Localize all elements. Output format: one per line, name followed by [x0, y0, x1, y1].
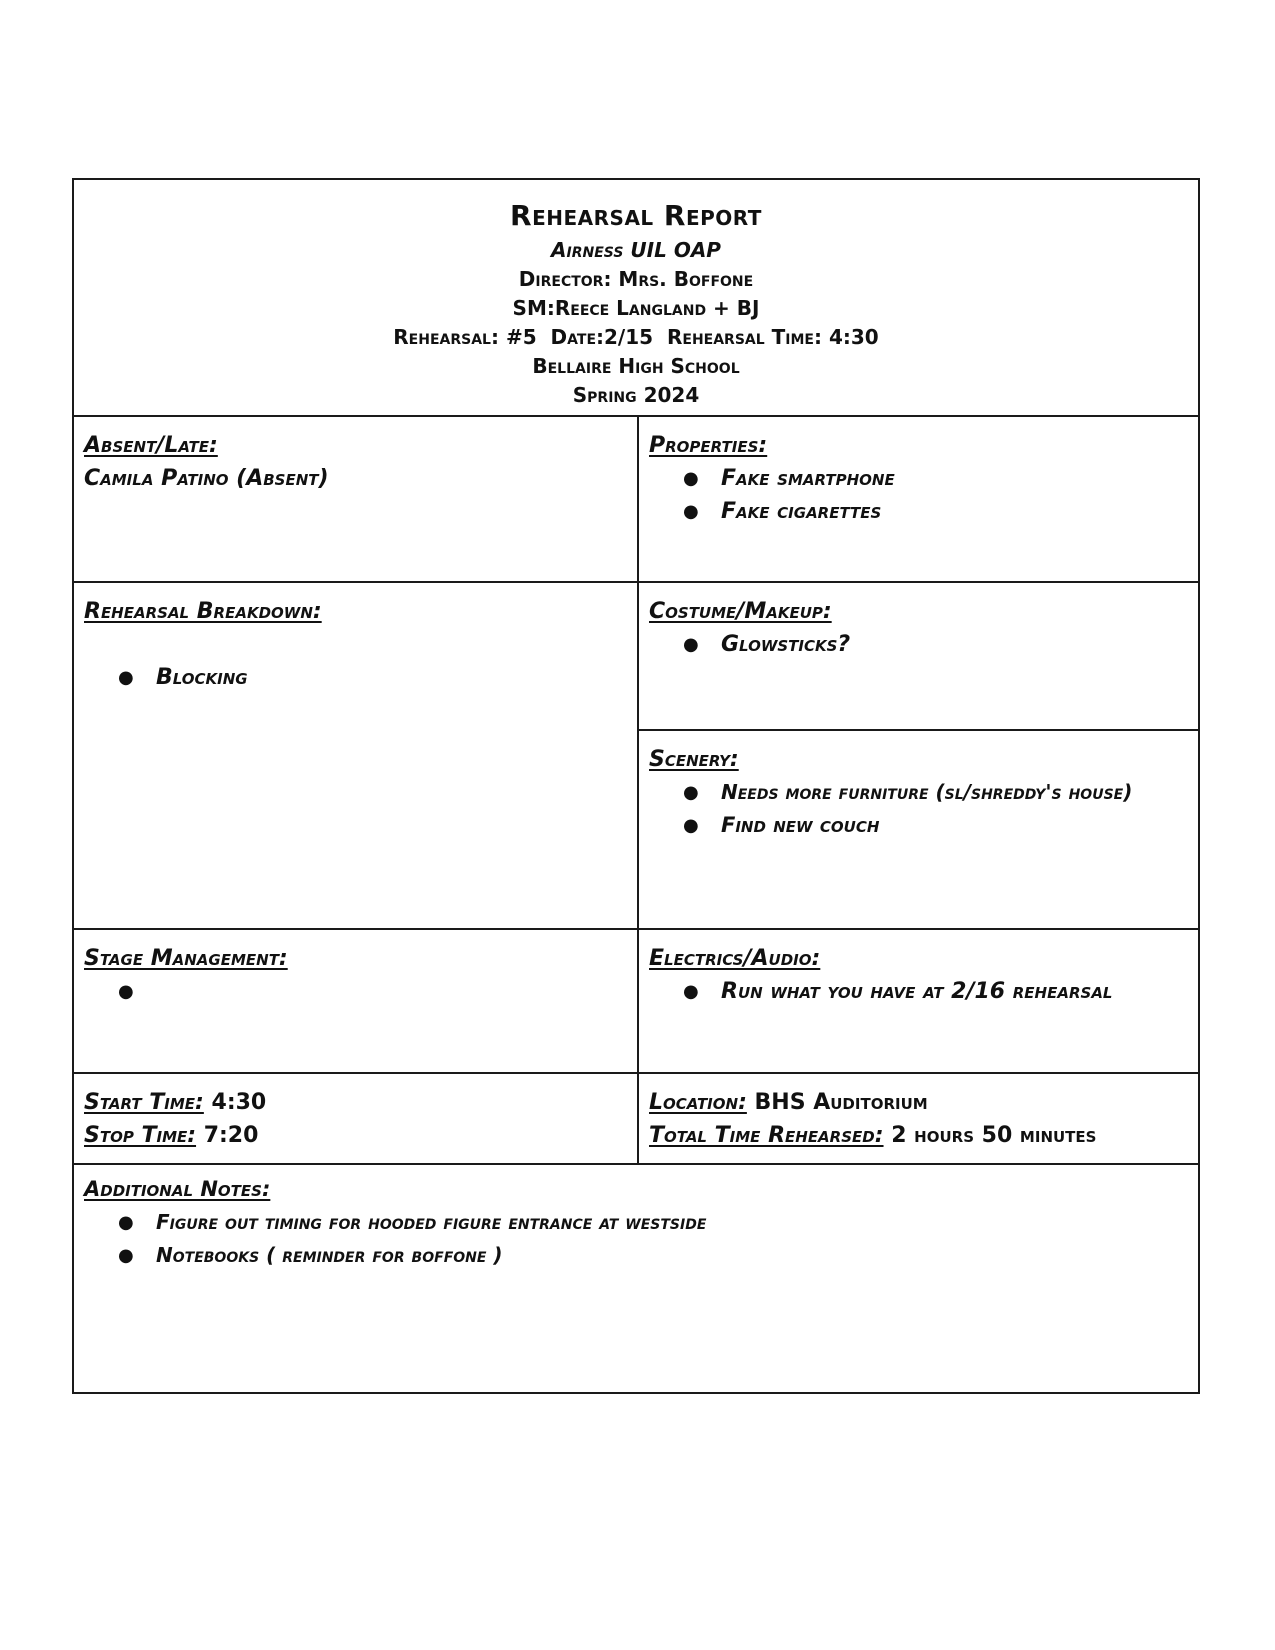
location-line	[649, 1086, 1190, 1119]
stop-time-value: 7:20	[196, 1123, 259, 1148]
rehearsal-breakdown-list	[84, 661, 627, 694]
absent-late-section	[74, 415, 637, 581]
rehearsal-info-line: Rehearsal: #5 Date:2/15 Rehearsal Time: 4:30	[393, 325, 879, 349]
additional-notes-section	[74, 1163, 1198, 1392]
report-title: Rehearsal Report	[510, 199, 762, 232]
location-label: Location:	[649, 1090, 747, 1115]
properties-section	[639, 415, 1200, 581]
list-item: ● Needs more furniture (sl/shreddy's house)	[721, 776, 1190, 809]
electrics-audio-section	[639, 928, 1200, 1072]
rehearsal-breakdown-label: Rehearsal Breakdown:	[84, 599, 322, 624]
list-item: ● Glowsticks?	[721, 628, 1190, 661]
school-name: Bellaire High School	[532, 354, 740, 378]
list-item: ● Fake smartphone	[721, 462, 1190, 495]
location-value: BHS Auditorium	[746, 1090, 928, 1115]
list-item	[156, 975, 627, 1008]
costume-makeup-section	[639, 581, 1200, 729]
list-item: ● Blocking	[156, 661, 627, 694]
list-item: ● Notebooks ( reminder for boffone )	[156, 1239, 1188, 1272]
start-time-line	[84, 1086, 627, 1119]
electrics-audio-list	[649, 975, 1190, 1008]
show-name: Airness UIL OAP	[551, 238, 721, 262]
report-header	[74, 180, 1198, 417]
stage-management-section	[74, 928, 637, 1072]
stage-manager-line: SM:Reece Langland + BJ	[512, 296, 760, 320]
list-item: ● Fake cigarettes	[721, 495, 1190, 528]
stop-time-label: Stop Time:	[84, 1123, 197, 1148]
stage-management-list	[84, 975, 627, 1008]
absent-late-label: Absent/Late:	[84, 433, 218, 458]
location-section	[639, 1072, 1200, 1163]
times-section	[74, 1072, 637, 1163]
list-item: ● Find new couch	[721, 809, 1190, 842]
scenery-list	[649, 776, 1190, 842]
rehearsal-report-table	[72, 178, 1200, 1394]
term: Spring 2024	[572, 383, 700, 407]
total-time-value: 2 hours 50 minutes	[883, 1123, 1097, 1148]
stop-time-line	[84, 1119, 627, 1152]
scenery-section	[639, 729, 1200, 928]
properties-list	[649, 462, 1190, 528]
director-line: Director: Mrs. Boffone	[518, 267, 754, 291]
additional-notes-list	[84, 1206, 1188, 1272]
costume-makeup-label: Costume/Makeup:	[649, 599, 832, 624]
list-item: ● Run what you have at 2/16 rehearsal	[721, 975, 1190, 1008]
start-time-label: Start Time:	[84, 1090, 204, 1115]
total-time-line	[649, 1119, 1190, 1152]
costume-makeup-list	[649, 628, 1190, 661]
absent-late-text: Camila Patino (Absent)	[84, 466, 329, 491]
properties-label: Properties:	[649, 433, 768, 458]
list-item: ● Figure out timing for hooded figure entrance at westside	[156, 1206, 1188, 1239]
additional-notes-label: Additional Notes:	[84, 1177, 271, 1201]
stage-management-label: Stage Management:	[84, 946, 288, 971]
scenery-label: Scenery:	[649, 747, 739, 772]
total-time-label: Total Time Rehearsed:	[649, 1123, 884, 1148]
electrics-audio-label: Electrics/Audio:	[649, 946, 821, 971]
start-time-value: 4:30	[203, 1090, 267, 1115]
